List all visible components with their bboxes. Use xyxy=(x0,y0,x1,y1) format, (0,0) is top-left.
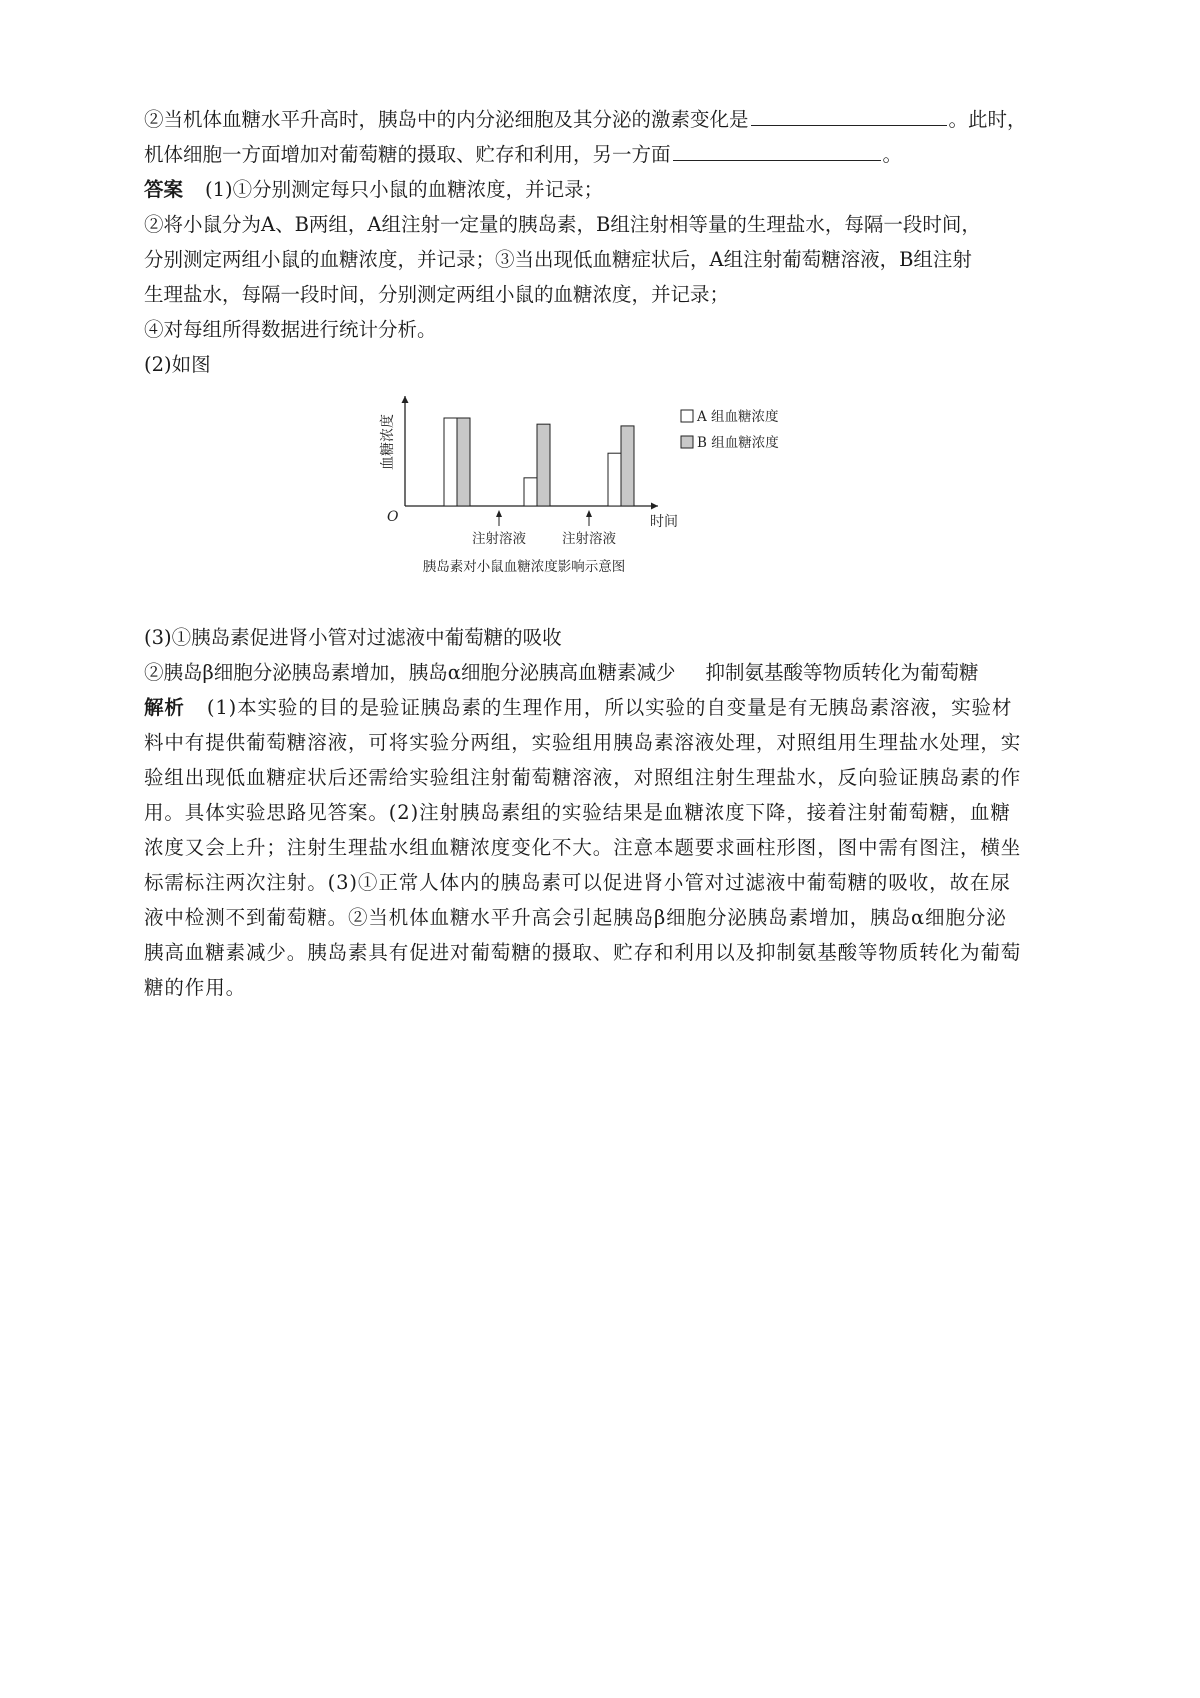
analysis-line: 解析 (1)本实验的目的是验证胰岛素的生理作用，所以实验的自变量是有无胰岛素溶液，实验材 xyxy=(144,696,1013,719)
bar-chart-figure xyxy=(144,382,1056,620)
analysis-line: 料中有提供葡萄糖溶液，可将实验分两组，实验组用胰岛素溶液处理，对照组用生理盐水处理，实 xyxy=(144,731,1022,754)
answer-line: (3)①胰岛素促进肾小管对过滤液中葡萄糖的吸收 xyxy=(144,626,562,649)
answer-line: (2)如图 xyxy=(144,353,211,376)
question-line: ②当机体血糖水平升高时，胰岛中的内分泌细胞及其分泌的激素变化是 。此时， xyxy=(144,108,1027,131)
injection-label: 注射溶液 xyxy=(562,531,616,547)
injection-arrowhead xyxy=(496,510,502,517)
analysis-line: 验组出现低血糖症状后还需给实验组注射葡萄糖溶液，对照组注射生理盐水，反向验证胰岛素的作 xyxy=(144,766,1022,789)
bar xyxy=(621,426,634,506)
analysis-label: 解析 xyxy=(144,696,185,719)
answer-line: 分别测定两组小鼠的血糖浓度，并记录；③当出现低血糖症状后，A组注射葡萄糖溶液，B组注射 xyxy=(144,248,972,271)
injection-arrowhead xyxy=(586,510,592,517)
document-page xyxy=(144,102,1056,1005)
question-line: 机体细胞一方面增加对葡萄糖的摄取、贮存和利用，另一方面 。 xyxy=(144,143,903,166)
origin-label: O xyxy=(387,509,399,525)
bar xyxy=(608,453,621,506)
legend-swatch xyxy=(681,410,693,422)
analysis-line: 浓度又会上升；注射生理盐水组血糖浓度变化不大。注意本题要求画柱形图，图中需有图注，横坐 xyxy=(144,836,1022,859)
answer-blank xyxy=(673,159,881,161)
answer-line: ④对每组所得数据进行统计分析。 xyxy=(144,318,437,341)
analysis-line: 标需标注两次注射。(3)①正常人体内的胰岛素可以促进肾小管对过滤液中葡萄糖的吸收，故在尿 xyxy=(144,871,1011,894)
answer-label: 答案 xyxy=(144,178,184,201)
analysis-line: 液中检测不到葡萄糖。②当机体血糖水平升高会引起胰岛β细胞分泌胰岛素增加，胰岛α细胞分泌 xyxy=(144,906,1007,929)
answer-line: ②将小鼠分为A、B两组，A组注射一定量的胰岛素，B组注射相等量的生理盐水，每隔一段时间， xyxy=(144,213,981,236)
bar-chart xyxy=(144,382,1056,620)
bar xyxy=(524,478,537,506)
x-axis-arrow xyxy=(651,503,658,510)
chart-title: 胰岛素对小鼠血糖浓度影响示意图 xyxy=(422,559,626,575)
answer-line: 答案 (1)①分别测定每只小鼠的血糖浓度，并记录； xyxy=(144,178,604,201)
bar xyxy=(457,418,470,506)
legend-swatch xyxy=(681,436,693,448)
answer-line: 生理盐水，每隔一段时间，分别测定两组小鼠的血糖浓度，并记录； xyxy=(144,283,730,306)
bar xyxy=(537,424,550,506)
answer-blank xyxy=(751,124,947,126)
analysis-line: 用。具体实验思路见答案。(2)注射胰岛素组的实验结果是血糖浓度下降，接着注射葡萄糖，血糖 xyxy=(144,801,1011,824)
legend-entry: B 组血糖浓度 xyxy=(697,435,779,451)
analysis-line: 胰高血糖素减少。胰岛素具有促进对葡萄糖的摄取、贮存和利用以及抑制氨基酸等物质转化为葡萄 xyxy=(144,941,1022,964)
y-axis-arrow xyxy=(402,396,409,403)
y-axis-label: 血糖浓度 xyxy=(380,414,396,470)
answer-line: ②胰岛β细胞分泌胰岛素增加，胰岛α细胞分泌胰高血糖素减少 抑制氨基酸等物质转化为葡萄糖 xyxy=(144,661,979,684)
x-axis-label: 时间 xyxy=(650,514,678,530)
injection-label: 注射溶液 xyxy=(472,531,526,547)
analysis-line: 糖的作用。 xyxy=(144,976,247,999)
bar xyxy=(444,418,457,506)
legend-entry: A 组血糖浓度 xyxy=(697,409,779,425)
